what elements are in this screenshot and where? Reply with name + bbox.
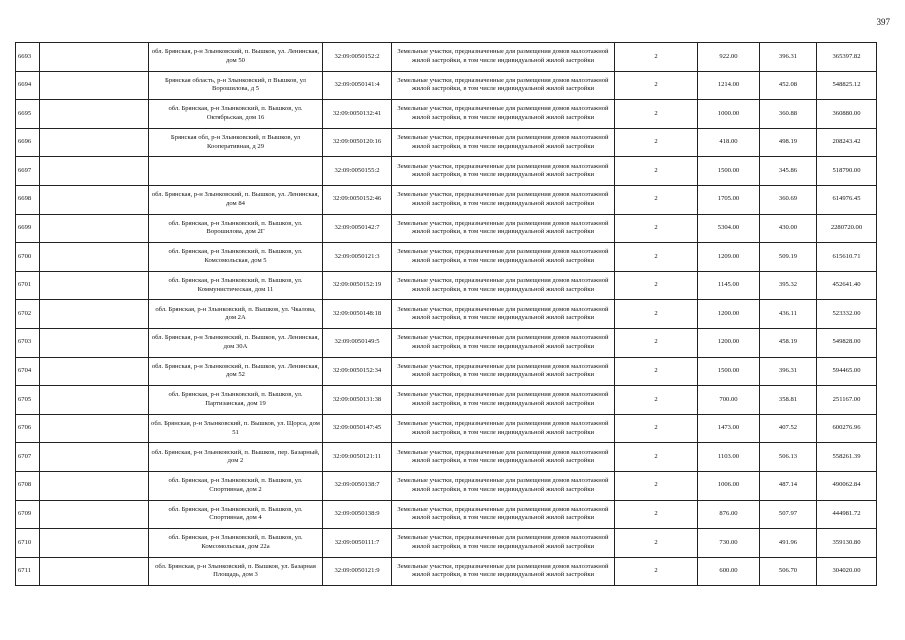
row-number: 6703 [16,328,40,357]
empty-cell [40,71,149,100]
rate-cell: 509.19 [760,243,817,272]
address-cell: обл. Брянская, р-н Злынковский, п. Вышков, ул. Ленинская, дом 30А [149,328,323,357]
land-use-cell: Земельные участки, предназначенные для размещения домов малоэтажной жилой застройки, в том числе индивидуальной жилой застройки [392,328,615,357]
cadastral-value-cell: 452641.40 [817,271,877,300]
area-cell: 1214.00 [698,71,760,100]
cadastral-number-cell: 32:09:0050121:9 [323,557,392,586]
rate-cell: 436.11 [760,300,817,329]
land-use-cell: Земельные участки, предназначенные для размещения домов малоэтажной жилой застройки, в том числе индивидуальной жилой застройки [392,271,615,300]
cadastral-number-cell: 32:09:0050121:3 [323,243,392,272]
table-row [16,357,877,386]
cadastral-value-cell: 444981.72 [817,500,877,529]
table-row [16,500,877,529]
rate-cell: 345.86 [760,157,817,186]
cadastral-number-cell: 32:09:0050155:2 [323,157,392,186]
class-cell: 2 [615,157,698,186]
land-use-cell: Земельные участки, предназначенные для размещения домов малоэтажной жилой застройки, в том числе индивидуальной жилой застройки [392,471,615,500]
empty-cell [40,243,149,272]
class-cell: 2 [615,214,698,243]
row-number: 6701 [16,271,40,300]
cadastral-number-cell: 32:09:0050149:5 [323,328,392,357]
page-number: 397 [876,17,890,27]
rate-cell: 506.13 [760,443,817,472]
cadastral-number-cell: 32:09:0050147:45 [323,414,392,443]
empty-cell [40,443,149,472]
cadastral-value-cell: 359130.80 [817,529,877,558]
cadastral-value-cell: 2280720.00 [817,214,877,243]
cadastral-number-cell: 32:09:0050138:7 [323,471,392,500]
cadastral-number-cell: 32:09:0050138:9 [323,500,392,529]
cadastral-number-cell: 32:09:0050132:41 [323,100,392,129]
empty-cell [40,157,149,186]
class-cell: 2 [615,414,698,443]
address-cell: обл. Брянская, р-н Злынковский, п. Вышков, ул. Ленинская, дом 50 [149,43,323,72]
rate-cell: 452.08 [760,71,817,100]
land-use-cell: Земельные участки, предназначенные для размещения домов малоэтажной жилой застройки, в том числе индивидуальной жилой застройки [392,529,615,558]
area-cell: 700.00 [698,386,760,415]
table-row [16,71,877,100]
cadastral-value-cell: 490062.84 [817,471,877,500]
cadastral-value-cell: 360880.00 [817,100,877,129]
land-use-cell: Земельные участки, предназначенные для размещения домов малоэтажной жилой застройки, в том числе индивидуальной жилой застройки [392,43,615,72]
table-row [16,471,877,500]
rate-cell: 507.97 [760,500,817,529]
rate-cell: 360.69 [760,185,817,214]
land-use-cell: Земельные участки, предназначенные для размещения домов малоэтажной жилой застройки, в том числе индивидуальной жилой застройки [392,414,615,443]
empty-cell [40,128,149,157]
class-cell: 2 [615,100,698,129]
table-row [16,328,877,357]
row-number: 6702 [16,300,40,329]
rate-cell: 491.96 [760,529,817,558]
table-row [16,529,877,558]
table-row [16,443,877,472]
empty-cell [40,529,149,558]
cadastral-number-cell: 32:09:0050120:16 [323,128,392,157]
empty-cell [40,43,149,72]
cadastral-value-cell: 600276.96 [817,414,877,443]
area-cell: 1209.00 [698,243,760,272]
rate-cell: 498.19 [760,128,817,157]
row-number: 6706 [16,414,40,443]
class-cell: 2 [615,557,698,586]
row-number: 6710 [16,529,40,558]
cadastral-number-cell: 32:09:0050152:19 [323,271,392,300]
address-cell: обл. Брянская, р-н Злынковский, п. Вышков, ул. Комсомольская, дом 22а [149,529,323,558]
empty-cell [40,357,149,386]
address-cell: обл. Брянская, р-н Злынковский, п. Вышков, ул. Ворошилова, дом 2Г [149,214,323,243]
address-cell: обл. Брянская, р-н Злынковский, п. Вышков, ул. Партизанская, дом 19 [149,386,323,415]
address-cell: обл. Брянская, р-н Злынковский, п. Вышков, ул. Чкалова, дом 2А [149,300,323,329]
row-number: 6697 [16,157,40,186]
empty-cell [40,386,149,415]
empty-cell [40,328,149,357]
cadastral-value-cell: 594465.00 [817,357,877,386]
table-row [16,185,877,214]
area-cell: 5304.00 [698,214,760,243]
row-number: 6705 [16,386,40,415]
cadastral-value-cell: 615610.71 [817,243,877,272]
empty-cell [40,271,149,300]
address-cell: обл. Брянская, р-н Злынковский, п. Вышков, ул. Щорса, дом 51 [149,414,323,443]
area-cell: 876.00 [698,500,760,529]
table-row [16,128,877,157]
class-cell: 2 [615,243,698,272]
rate-cell: 506.70 [760,557,817,586]
land-use-cell: Земельные участки, предназначенные для размещения домов малоэтажной жилой застройки, в том числе индивидуальной жилой застройки [392,214,615,243]
area-cell: 1500.00 [698,157,760,186]
cadastral-value-cell: 304020.00 [817,557,877,586]
land-use-cell: Земельные участки, предназначенные для размещения домов малоэтажной жилой застройки, в том числе индивидуальной жилой застройки [392,100,615,129]
cadastral-number-cell: 32:09:0050131:38 [323,386,392,415]
empty-cell [40,185,149,214]
address-cell: обл. Брянская, р-н Злынковский, п. Вышков, ул. Коммунистическая, дом 11 [149,271,323,300]
class-cell: 2 [615,128,698,157]
area-cell: 1473.00 [698,414,760,443]
empty-cell [40,471,149,500]
cadastral-value-cell: 518790.00 [817,157,877,186]
table-row [16,157,877,186]
area-cell: 1145.00 [698,271,760,300]
row-number: 6709 [16,500,40,529]
land-use-cell: Земельные участки, предназначенные для размещения домов малоэтажной жилой застройки, в том числе индивидуальной жилой застройки [392,500,615,529]
row-number: 6700 [16,243,40,272]
cadastral-value-cell: 251167.00 [817,386,877,415]
land-use-cell: Земельные участки, предназначенные для размещения домов малоэтажной жилой застройки, в том числе индивидуальной жилой застройки [392,71,615,100]
cadastral-number-cell: 32:09:0050111:7 [323,529,392,558]
cadastral-value-cell: 208243.42 [817,128,877,157]
cadastral-number-cell: 32:09:0050141:4 [323,71,392,100]
class-cell: 2 [615,185,698,214]
rate-cell: 396.31 [760,43,817,72]
area-cell: 1000.00 [698,100,760,129]
class-cell: 2 [615,328,698,357]
cadastral-value-cell: 523332.00 [817,300,877,329]
class-cell: 2 [615,300,698,329]
land-use-cell: Земельные участки, предназначенные для размещения домов малоэтажной жилой застройки, в том числе индивидуальной жилой застройки [392,386,615,415]
area-cell: 730.00 [698,529,760,558]
rate-cell: 395.32 [760,271,817,300]
row-number: 6693 [16,43,40,72]
table-row [16,300,877,329]
land-use-cell: Земельные участки, предназначенные для размещения домов малоэтажной жилой застройки, в том числе индивидуальной жилой застройки [392,300,615,329]
empty-cell [40,557,149,586]
cadastral-number-cell: 32:09:0050152:46 [323,185,392,214]
rate-cell: 360.88 [760,100,817,129]
row-number: 6707 [16,443,40,472]
table-row [16,271,877,300]
table-row [16,43,877,72]
land-plots-table [15,42,877,586]
rate-cell: 487.14 [760,471,817,500]
row-number: 6704 [16,357,40,386]
cadastral-number-cell: 32:09:0050121:11 [323,443,392,472]
row-number: 6708 [16,471,40,500]
empty-cell [40,500,149,529]
area-cell: 1200.00 [698,328,760,357]
area-cell: 1103.00 [698,443,760,472]
cadastral-number-cell: 32:09:0050152:34 [323,357,392,386]
table-row [16,386,877,415]
class-cell: 2 [615,386,698,415]
address-cell: обл. Брянская, р-н Злынковский, п. Вышков, ул. Спортивная, дом 2 [149,471,323,500]
row-number: 6699 [16,214,40,243]
cadastral-value-cell: 614976.45 [817,185,877,214]
rate-cell: 358.81 [760,386,817,415]
area-cell: 1200.00 [698,300,760,329]
table-row [16,243,877,272]
cadastral-number-cell: 32:09:0050148:18 [323,300,392,329]
area-cell: 1705.00 [698,185,760,214]
address-cell: обл. Брянская, р-н Злынковский, п. Вышков, ул. Ленинская, дом 52 [149,357,323,386]
class-cell: 2 [615,43,698,72]
rate-cell: 407.52 [760,414,817,443]
area-cell: 1006.00 [698,471,760,500]
row-number: 6695 [16,100,40,129]
cadastral-value-cell: 548825.12 [817,71,877,100]
address-cell: обл. Брянская, р-н Злынковский, п. Вышков, ул. Комсомольская, дом 5 [149,243,323,272]
cadastral-value-cell: 365397.82 [817,43,877,72]
rate-cell: 458.19 [760,328,817,357]
class-cell: 2 [615,471,698,500]
row-number: 6698 [16,185,40,214]
table-body [16,43,877,586]
table-row [16,557,877,586]
cadastral-value-cell: 549828.00 [817,328,877,357]
land-use-cell: Земельные участки, предназначенные для размещения домов малоэтажной жилой застройки, в том числе индивидуальной жилой застройки [392,157,615,186]
land-use-cell: Земельные участки, предназначенные для размещения домов малоэтажной жилой застройки, в том числе индивидуальной жилой застройки [392,185,615,214]
address-cell: обл. Брянская, р-н Злынковский, п. Вышков, ул. Ленинская, дом 84 [149,185,323,214]
table-row [16,100,877,129]
class-cell: 2 [615,71,698,100]
address-cell: обл. Брянская, р-н Злынковский, п. Вышков, ул. Октябрьская, дом 16 [149,100,323,129]
rate-cell: 430.00 [760,214,817,243]
empty-cell [40,214,149,243]
table-row [16,414,877,443]
rate-cell: 396.31 [760,357,817,386]
address-cell: Брянская область, р-н Злынковский, п Вышков, ул Ворошилова, д 5 [149,71,323,100]
land-use-cell: Земельные участки, предназначенные для размещения домов малоэтажной жилой застройки, в том числе индивидуальной жилой застройки [392,128,615,157]
address-cell [149,157,323,186]
row-number: 6694 [16,71,40,100]
area-cell: 600.00 [698,557,760,586]
area-cell: 418.00 [698,128,760,157]
class-cell: 2 [615,529,698,558]
area-cell: 922.00 [698,43,760,72]
empty-cell [40,100,149,129]
address-cell: обл. Брянская, р-н Злынковский, п. Вышков, ул. Спортивная, дом 4 [149,500,323,529]
empty-cell [40,300,149,329]
land-use-cell: Земельные участки, предназначенные для размещения домов малоэтажной жилой застройки, в том числе индивидуальной жилой застройки [392,557,615,586]
address-cell: обл. Брянская, р-н Злынковский, п. Вышков, пер. Базарный, дом 2 [149,443,323,472]
table-row [16,214,877,243]
land-use-cell: Земельные участки, предназначенные для размещения домов малоэтажной жилой застройки, в том числе индивидуальной жилой застройки [392,443,615,472]
address-cell: Брянская обл, р-н Злынковский, п Вышков, ул Кооперативная, д 29 [149,128,323,157]
cadastral-number-cell: 32:09:0050152:2 [323,43,392,72]
cadastral-value-cell: 558261.39 [817,443,877,472]
address-cell: обл. Брянская, р-н Злынковский, п. Вышков, ул. Базарная Площадь, дом 3 [149,557,323,586]
class-cell: 2 [615,357,698,386]
land-use-cell: Земельные участки, предназначенные для размещения домов малоэтажной жилой застройки, в том числе индивидуальной жилой застройки [392,243,615,272]
class-cell: 2 [615,271,698,300]
class-cell: 2 [615,443,698,472]
land-use-cell: Земельные участки, предназначенные для размещения домов малоэтажной жилой застройки, в том числе индивидуальной жилой застройки [392,357,615,386]
class-cell: 2 [615,500,698,529]
row-number: 6711 [16,557,40,586]
empty-cell [40,414,149,443]
row-number: 6696 [16,128,40,157]
cadastral-number-cell: 32:09:0050142:7 [323,214,392,243]
area-cell: 1500.00 [698,357,760,386]
